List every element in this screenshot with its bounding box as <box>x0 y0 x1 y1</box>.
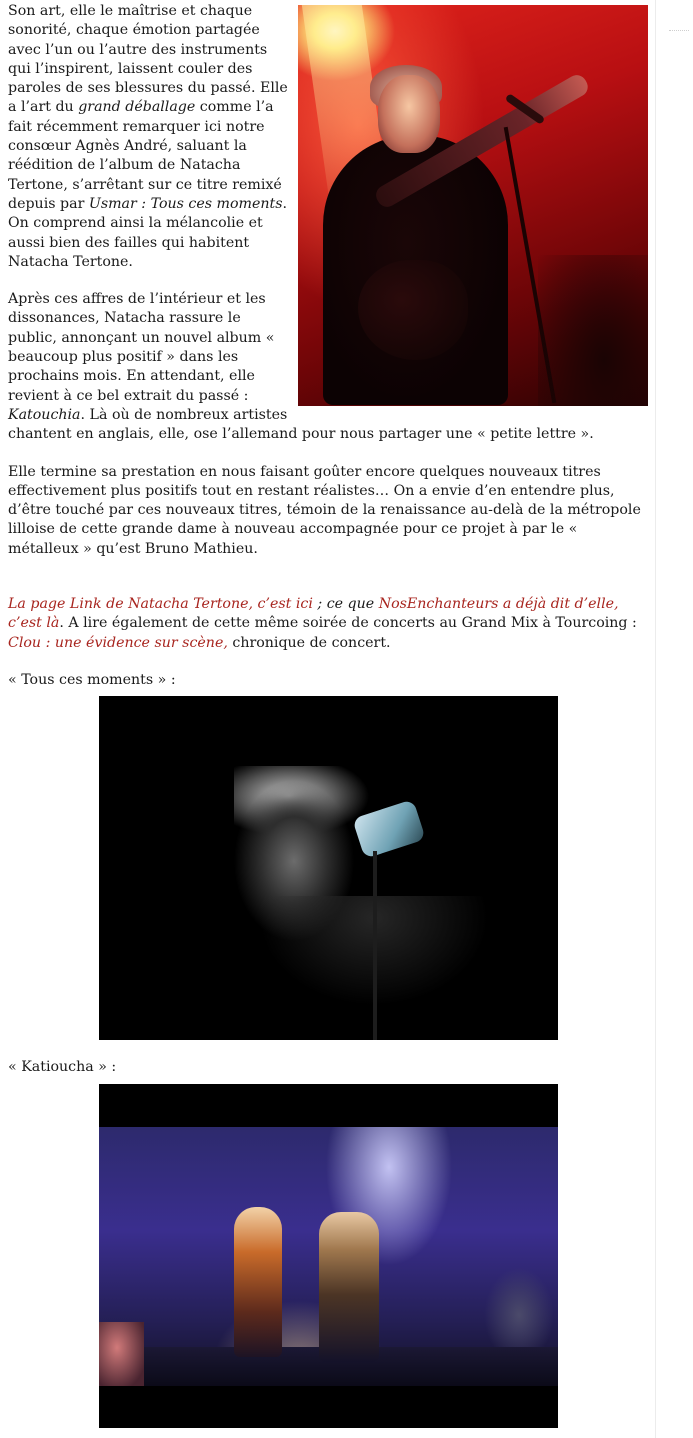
paragraph-2-text-a: Après ces affres de l’intérieur et les dissonances, Natacha rassure le public, annonçant un nouvel album « beaucoup plus positif » dans les prochains mois. En attendant, elle revient à ce bel extrait du passé : <box>8 291 275 404</box>
paragraph-2-text-b: . Là où de nombreux artistes chantent en anglais, elle, ose l’allemand pour nous partager une « petite lettre ». <box>8 406 594 443</box>
background-shadow <box>538 255 648 406</box>
links-text-b: chronique de concert. <box>227 634 391 651</box>
links-paragraph <box>8 595 648 653</box>
link-nosenchanteurs[interactable]: NosEnchanteurs a déjà dit d’elle, c’est là <box>8 596 619 632</box>
links-text-a: . A lire également de cette même soirée de concerts au Grand Mix à Tourcoing : <box>59 615 637 632</box>
article-content <box>8 2 648 1428</box>
video-player-katioucha[interactable] <box>99 1084 558 1428</box>
paragraph-2-emphasis: Katouchia <box>8 406 81 423</box>
paragraph-1-emphasis-b: Usmar : Tous ces moments <box>88 195 283 212</box>
video-1-caption: « Tous ces moments » : <box>8 671 176 688</box>
stage-scene <box>99 1127 558 1386</box>
link-clou-review[interactable]: Clou : une évidence sur scène, <box>8 634 228 651</box>
video-player-tous-ces-moments[interactable] <box>99 696 558 1040</box>
concert-photo <box>298 5 648 406</box>
singer-head <box>378 75 440 153</box>
paragraph-1-text-b: comme l’a fait récemment remarquer ici notre consœur Agnès André, saluant la réédition de l’album de Natacha Tertone, s’arrêtant sur ce titre remixé depuis par <box>8 99 282 212</box>
bass-guitar-body <box>358 260 468 360</box>
paragraph-3: Elle termine sa prestation en nous faisant goûter encore quelques nouveaux titres effectivement plus positifs tout en restant réalistes… On a envie d’en entendre plus, d’être touché par ces nouveaux titres, témoin de la renaissance au-delà de la métropole lilloise de cette grande dame à nouveau accompagnée pour ce projet à par le « métalleux » qu’est Bruno Mathieu. <box>8 463 641 557</box>
sidebar-divider <box>655 0 656 1438</box>
drum-kit <box>484 1267 554 1347</box>
video-2-caption: « Katioucha » : <box>8 1059 117 1076</box>
mic-stand <box>373 851 377 1040</box>
links-separator: ; ce que <box>312 596 379 613</box>
paragraph-1-emphasis-a: grand déballage <box>78 99 196 116</box>
singer-figure <box>234 1207 282 1357</box>
sidebar-dots <box>669 30 689 33</box>
guitarist-figure <box>319 1212 379 1362</box>
link-artist-page[interactable]: La page Link de Natacha Tertone, c’est ici <box>8 596 313 613</box>
paragraph-1-text-c: . On comprend ainsi la mélancolie et aussi bien des failles qui habitent Natacha Tertone. <box>8 195 288 270</box>
stage-speaker <box>99 1322 144 1386</box>
paragraph-1-text-a: Son art, elle le maîtrise et chaque sonorité, chaque émotion partagée avec l’un ou l’autre des instruments qui l’inspirent, laissent couler des paroles de ses blessures du passé. Elle a l’art du <box>8 3 288 116</box>
